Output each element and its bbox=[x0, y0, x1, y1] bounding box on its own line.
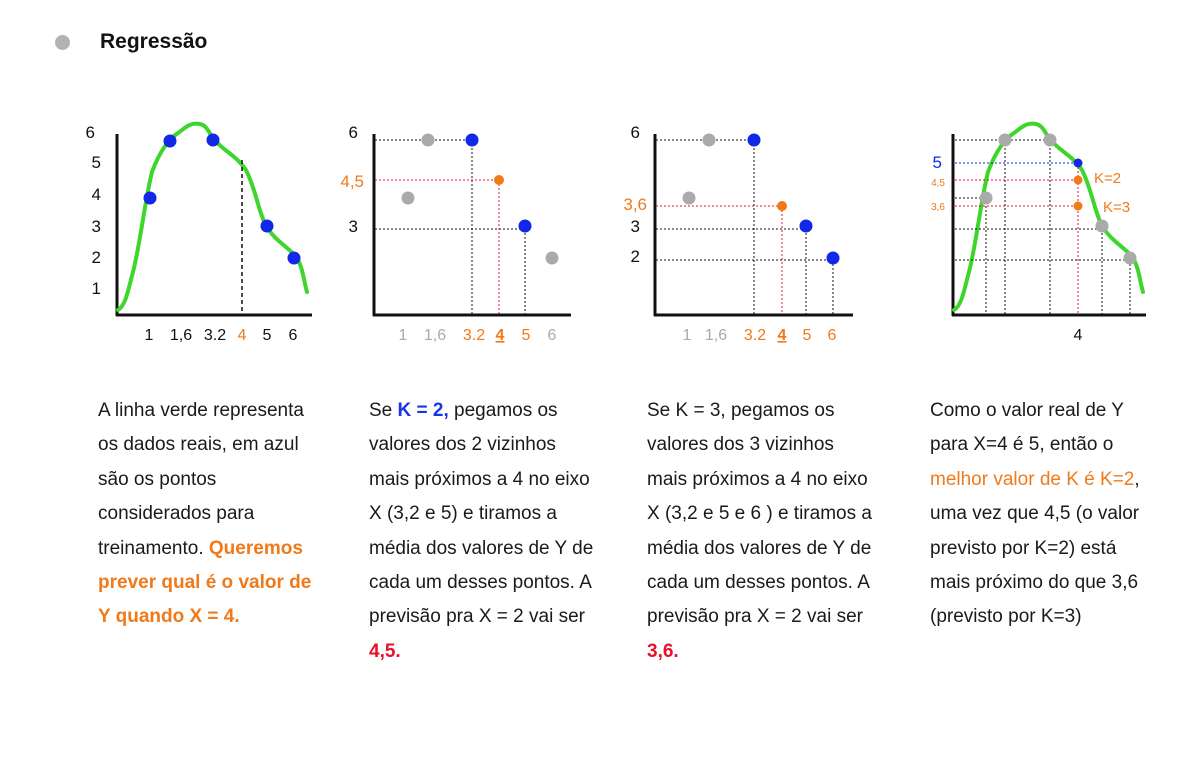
panel-2-x-tick: 1 bbox=[398, 327, 408, 344]
panel-4-true-curve bbox=[954, 124, 1143, 310]
panel-1-question: Queremos prever qual é o valor de Y quando X = 4. bbox=[98, 537, 312, 628]
knn-regression-diagrams bbox=[0, 0, 1200, 380]
panel-4-plot bbox=[931, 124, 1146, 344]
panel-1-y-tick: 1 bbox=[91, 279, 101, 298]
panel-2-x-tick: 4 bbox=[495, 327, 505, 344]
panel-1-x-tick: 1 bbox=[144, 327, 154, 344]
panel-1-true-curve bbox=[118, 124, 307, 310]
panel-1-plot bbox=[86, 123, 312, 344]
panel-2-plot bbox=[340, 123, 571, 344]
panel-1-x-tick: 6 bbox=[288, 327, 298, 344]
panel-2-x-tick: 6 bbox=[547, 327, 557, 344]
panel-4-k2-point bbox=[1074, 176, 1083, 185]
panel-1-y-tick: 4 bbox=[91, 185, 101, 204]
panel-2-point bbox=[466, 134, 479, 147]
panel-1-x-tick: 1,6 bbox=[169, 327, 193, 344]
panel-3-prediction-point bbox=[777, 201, 787, 211]
panel-2-text: pegamos os valores dos 2 vizinhos mais próximos a 4 no eixo X (3,2 e 5) e tiramos a média dos valores de Y de cada um desses pontos. A previsão pra X = 2 vai ser bbox=[369, 400, 594, 628]
panel-1-point bbox=[288, 252, 301, 265]
panel-3-caption bbox=[647, 394, 877, 669]
panel-4-caption bbox=[930, 394, 1160, 635]
panel-2-text-start: Se bbox=[369, 400, 393, 421]
panel-2-point bbox=[546, 252, 559, 265]
panel-4-y-tick: 4,5 bbox=[931, 178, 945, 189]
panel-1-caption bbox=[98, 394, 328, 635]
panel-1-point bbox=[164, 135, 177, 148]
panel-4-x-tick: 4 bbox=[1073, 327, 1083, 344]
panel-2-y-tick: 4,5 bbox=[340, 172, 364, 191]
panel-4-k3-label: K=3 bbox=[1103, 199, 1131, 216]
panel-1-x-tick: 5 bbox=[262, 327, 272, 344]
panel-2-x-tick: 1,6 bbox=[423, 327, 447, 344]
panel-2-point bbox=[519, 220, 532, 233]
panel-4-actual-point bbox=[1074, 159, 1083, 168]
panel-3-text: Se K = 3, pegamos os valores dos 3 vizinhos mais próximos a 4 no eixo X (3,2 e 5 e 6 ) e tiramos a média dos valores de Y de cada um desses pontos. A previsão pra X = 2 vai ser bbox=[647, 400, 872, 628]
panel-3-y-tick: 3 bbox=[630, 217, 640, 236]
panel-2-y-tick: 3 bbox=[348, 217, 358, 236]
panel-2-y-tick: 6 bbox=[348, 123, 358, 142]
panel-2-x-tick: 3.2 bbox=[462, 327, 486, 344]
panel-1-y-tick: 3 bbox=[91, 217, 101, 236]
panel-3-prediction: 3,6. bbox=[647, 640, 679, 662]
panel-2-point bbox=[402, 192, 415, 205]
panel-4-y-tick: 5 bbox=[932, 153, 942, 172]
panel-1-text: A linha verde representa os dados reais, em azul são os pontos considerados para treinamento. bbox=[98, 400, 304, 559]
panel-3-y-tick: 6 bbox=[630, 123, 640, 142]
panel-3-point bbox=[800, 220, 813, 233]
panel-3-x-tick: 6 bbox=[827, 327, 837, 344]
panel-1-point bbox=[207, 134, 220, 147]
panel-2-prediction-point bbox=[494, 175, 504, 185]
panel-1-x-tick: 4 bbox=[237, 327, 247, 344]
panel-1-y-tick: 2 bbox=[91, 248, 101, 267]
panel-1-y-tick: 5 bbox=[91, 153, 101, 172]
panel-4-point bbox=[980, 192, 993, 205]
panel-3-point bbox=[748, 134, 761, 147]
panel-3-x-tick: 5 bbox=[802, 327, 812, 344]
panel-1-point bbox=[261, 220, 274, 233]
panel-1-y-tick: 6 bbox=[85, 123, 95, 142]
panel-2-prediction: 4,5. bbox=[369, 640, 401, 662]
panel-4-text-start: Como o valor real de Y para X=4 é 5, então o bbox=[930, 400, 1124, 456]
panel-4-point bbox=[1096, 220, 1109, 233]
panel-1-x-tick: 3.2 bbox=[203, 327, 227, 344]
panel-1-point bbox=[144, 192, 157, 205]
panel-4-text-end: , uma vez que 4,5 (o valor previsto por K=2) está mais próximo do que 3,6 (previsto por K=3) bbox=[930, 468, 1140, 628]
panel-4-k3-point bbox=[1074, 202, 1083, 211]
panel-3-x-tick: 3.2 bbox=[743, 327, 767, 344]
panel-4-point bbox=[1124, 252, 1137, 265]
panel-3-y-tick: 2 bbox=[630, 247, 640, 266]
panel-2-caption bbox=[369, 394, 599, 669]
panel-3-x-tick: 1,6 bbox=[704, 327, 728, 344]
panel-2-k-value: K = 2, bbox=[397, 400, 449, 421]
panel-4-best-k: melhor valor de K é K=2 bbox=[930, 468, 1135, 490]
heading-title: Regressão bbox=[100, 30, 208, 53]
panel-3-point bbox=[683, 192, 696, 205]
panel-3-point bbox=[703, 134, 716, 147]
panel-2-point bbox=[422, 134, 435, 147]
panel-4-point bbox=[1044, 134, 1057, 147]
panel-4-k2-label: K=2 bbox=[1094, 170, 1122, 187]
panel-3-x-tick: 1 bbox=[682, 327, 692, 344]
panel-4-y-tick: 3,6 bbox=[931, 202, 945, 213]
panel-2-x-tick: 5 bbox=[521, 327, 531, 344]
panel-3-y-tick: 3,6 bbox=[623, 195, 647, 214]
panel-3-point bbox=[827, 252, 840, 265]
panel-4-point bbox=[999, 134, 1012, 147]
panel-3-plot bbox=[623, 123, 853, 344]
panel-3-x-tick: 4 bbox=[777, 327, 787, 344]
